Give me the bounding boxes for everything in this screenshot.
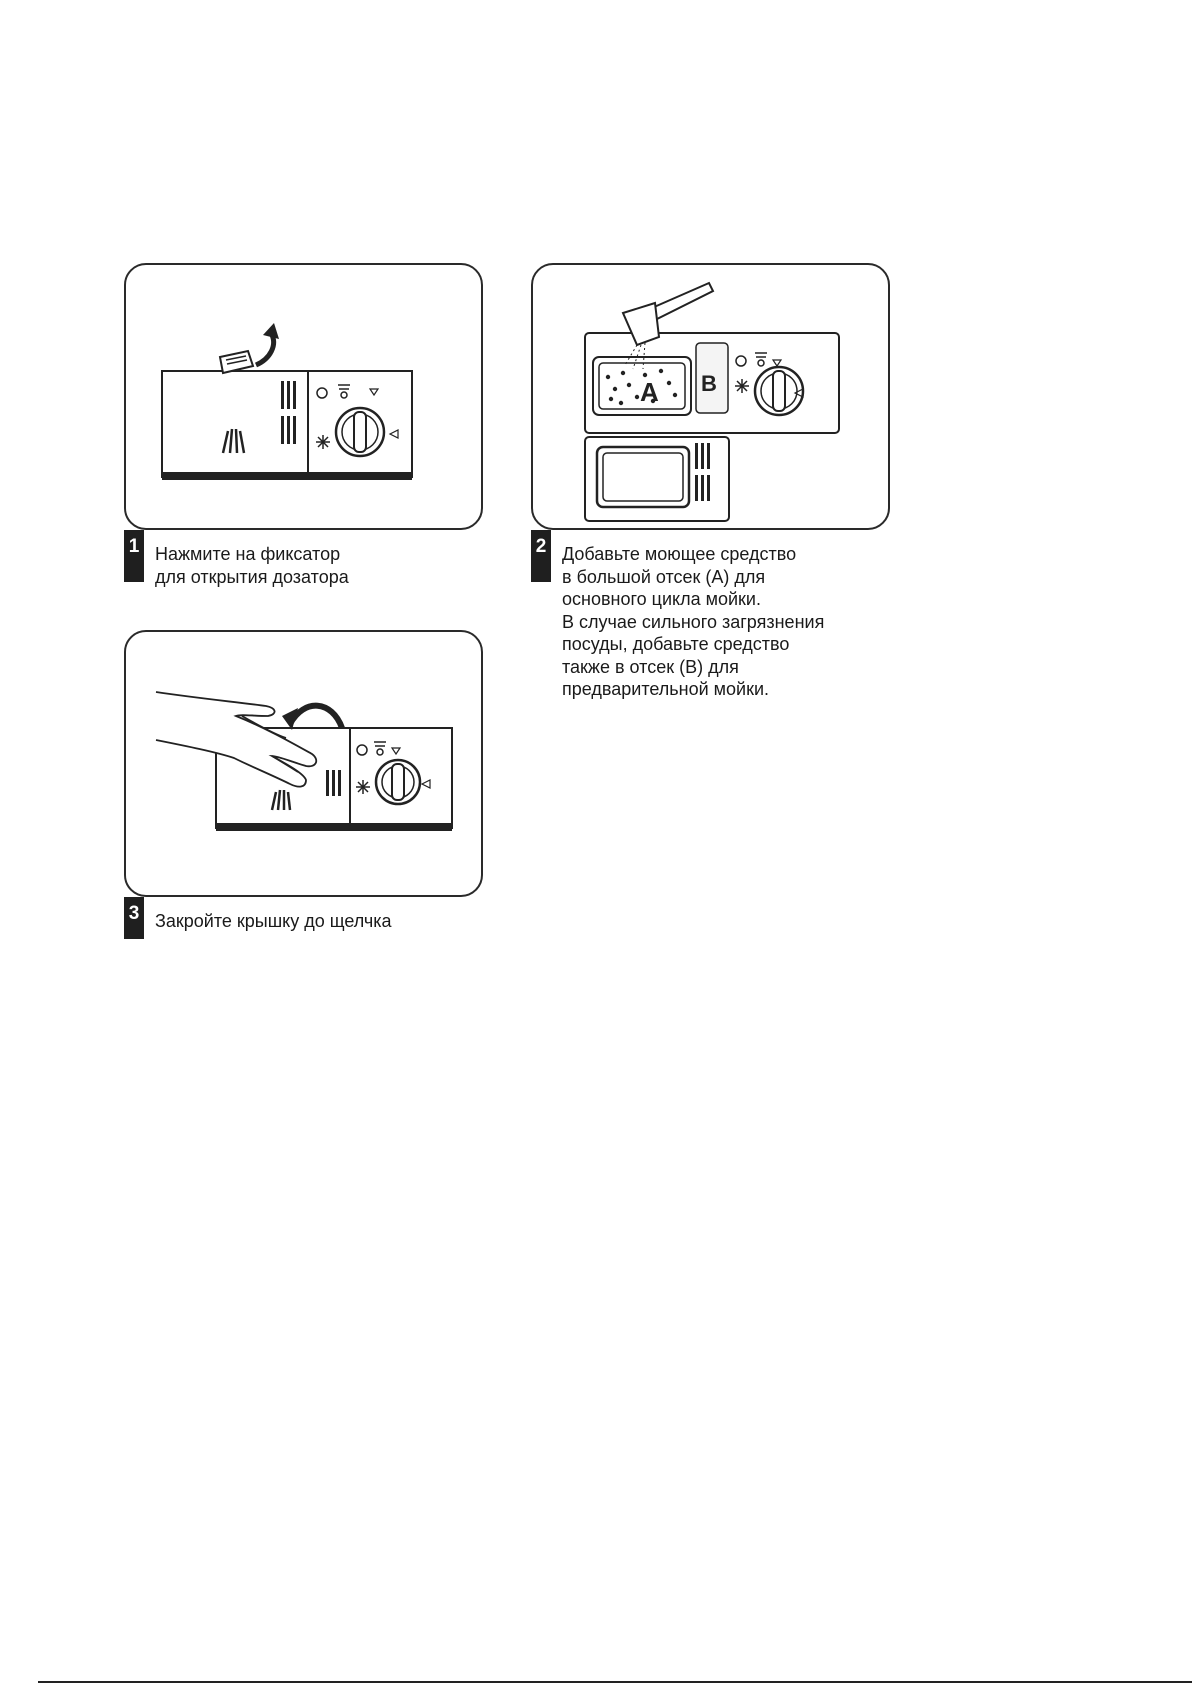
step-2-caption — [562, 543, 824, 701]
step-2-illustration-frame — [531, 263, 890, 530]
step-2-number-badge: 2 — [531, 530, 551, 582]
caption-line: основного цикла мойки. — [562, 589, 761, 609]
caption-line: предварительной мойки. — [562, 679, 770, 699]
step-3-illustration-frame — [124, 630, 483, 897]
step-3-number-badge: 3 — [124, 897, 144, 939]
dispenser-close-lid-illustration — [126, 632, 481, 895]
latch-icon — [220, 351, 253, 373]
sun-symbol-icon — [316, 435, 330, 449]
dispenser-fill-illustration — [533, 265, 888, 528]
step-1-caption — [155, 543, 349, 588]
dial-icon — [336, 408, 384, 456]
caption-line: для открытия дозатора — [155, 566, 349, 587]
caption-line: в большой отсек (А) для — [562, 566, 766, 587]
step-3-caption — [155, 910, 392, 933]
compartment-b-label: B — [701, 371, 717, 396]
caption-line: Добавьте моющее средство — [562, 544, 797, 564]
close-arrow-icon — [282, 706, 342, 730]
caption-line: Закройте крышку до щелчка — [155, 911, 392, 931]
caption-line: В случае сильного загрязнения — [562, 611, 825, 632]
step-1-illustration-frame — [124, 263, 483, 530]
caption-line: Нажмите на фиксатор — [155, 544, 341, 564]
compartment-a-label: A — [640, 377, 659, 407]
dial-icon — [376, 760, 420, 804]
step-1-number-badge: 1 — [124, 530, 144, 582]
page-bottom-rule — [38, 1681, 1192, 1683]
dial-icon — [755, 367, 803, 415]
dispenser-open-latch-illustration — [126, 265, 481, 528]
open-arrow-icon — [256, 323, 279, 365]
caption-line: также в отсек (В) для — [562, 656, 739, 677]
caption-line: посуды, добавьте средство — [562, 634, 790, 654]
